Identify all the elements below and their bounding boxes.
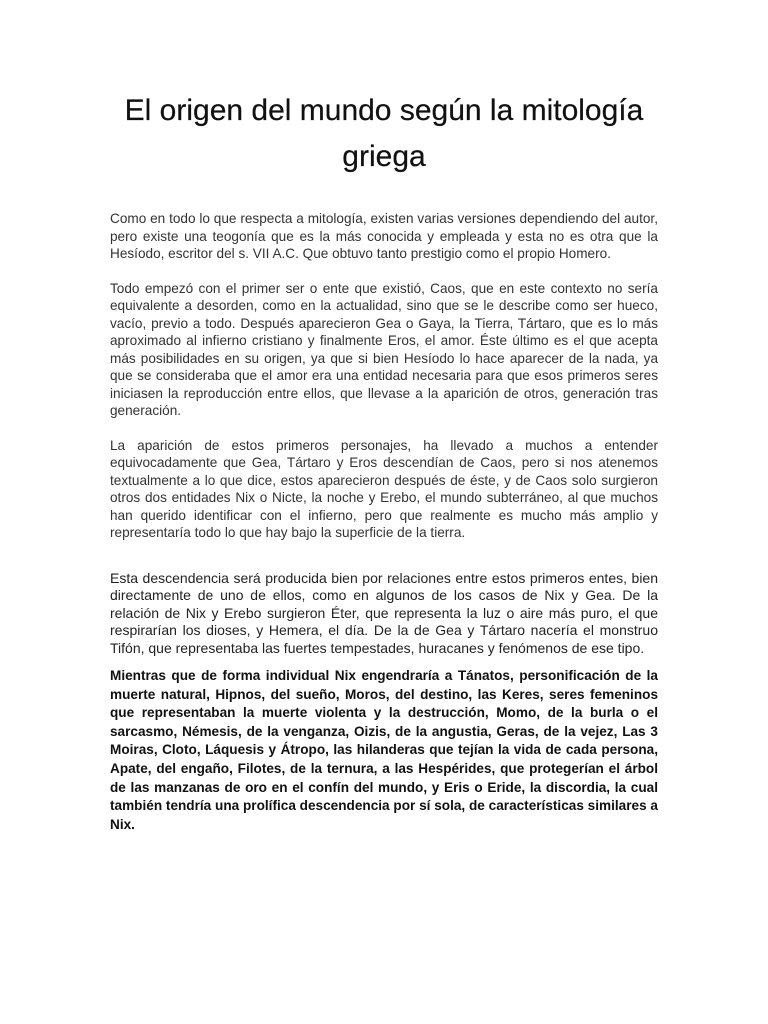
paragraph-5-bold: Mientras que de forma individual Nix engendraría a Tánatos, personificación de la muerte natural, Hipnos, del sueño, Moros, del destino, las Keres, seres femeninos que representaban la muerte violenta y la destrucción, Momo, de la burla o el sarcasmo, Némesis, de la venganza, Oizis, de la angustia, Geras, de la vejez, Las 3 Moiras, Cloto, Láquesis y Átropo, las hilanderas que tejían la vida de cada persona, Apate, del engaño, Filotes, de la ternura, a las Hespérides, que protegerían el árbol de las manzanas de oro en el confín del mundo, y Eris o Eride, la discordia, la cual también tendría una prolífica descendencia por sí sola, de características similares a Nix. [110, 668, 658, 832]
paragraph-3: La aparición de estos primeros personajes, ha llevado a muchos a entender equivocadamente que Gea, Tártaro y Eros descendían de Caos, pero si nos atenemos textualmente a lo que dice, estos aparecieron después de éste, y de Caos solo surgieron otros dos entidades Nix o Nicte, la noche y Erebo, el mundo subterráneo, al que muchos han querido identificar con el infierno, pero que realmente es mucho más amplio y representaría todo lo que hay bajo la superficie de la tierra. [110, 437, 658, 540]
paragraph-2: Todo empezó con el primer ser o ente que existió, Caos, que en este contexto no sería equivalente a desorden, como en la actualidad, sino que se le describe como ser hueco, vacío, previo a todo. Después aparecieron Gea o Gaya, la Tierra, Tártaro, que es lo más aproximado al infierno cristiano y finalmente Eros, el amor. Éste último es el que acepta más posibilidades en su origen, ya que si bien Hesíodo lo hace aparecer de la nada, ya que se consideraba que el amor era una entidad necesaria para que esos primeros seres iniciasen la reproducción entre ellos, que llevase a la aparición de otros, generación tras generación. [110, 280, 658, 418]
paragraph-4: Esta descendencia será producida bien por relaciones entre estos primeros entes, bien directamente de uno de ellos, como en algunos de los casos de Nix y Gea. De la relación de Nix y Erebo surgieron Éter, que representa la luz o aire más puro, el que respirarían los dioses, y Hemera, el día. De la de Gea y Tártaro nacería el monstruo Tifón, que representaba las fuertes tempestades, huracanes y fenómenos de ese tipo. [110, 569, 658, 656]
document-page [110, 88, 658, 834]
document-title: El origen del mundo según la mitología griega [124, 94, 644, 173]
paragraph-1: Como en todo lo que respecta a mitología, existen varias versiones dependiendo del autor, pero existe una teogonía que es la más conocida y empleada y esta no es otra que la Hesíodo, escritor del s. VII A.C. Que obtuvo tanto prestigio como el propio Homero. [110, 211, 658, 261]
